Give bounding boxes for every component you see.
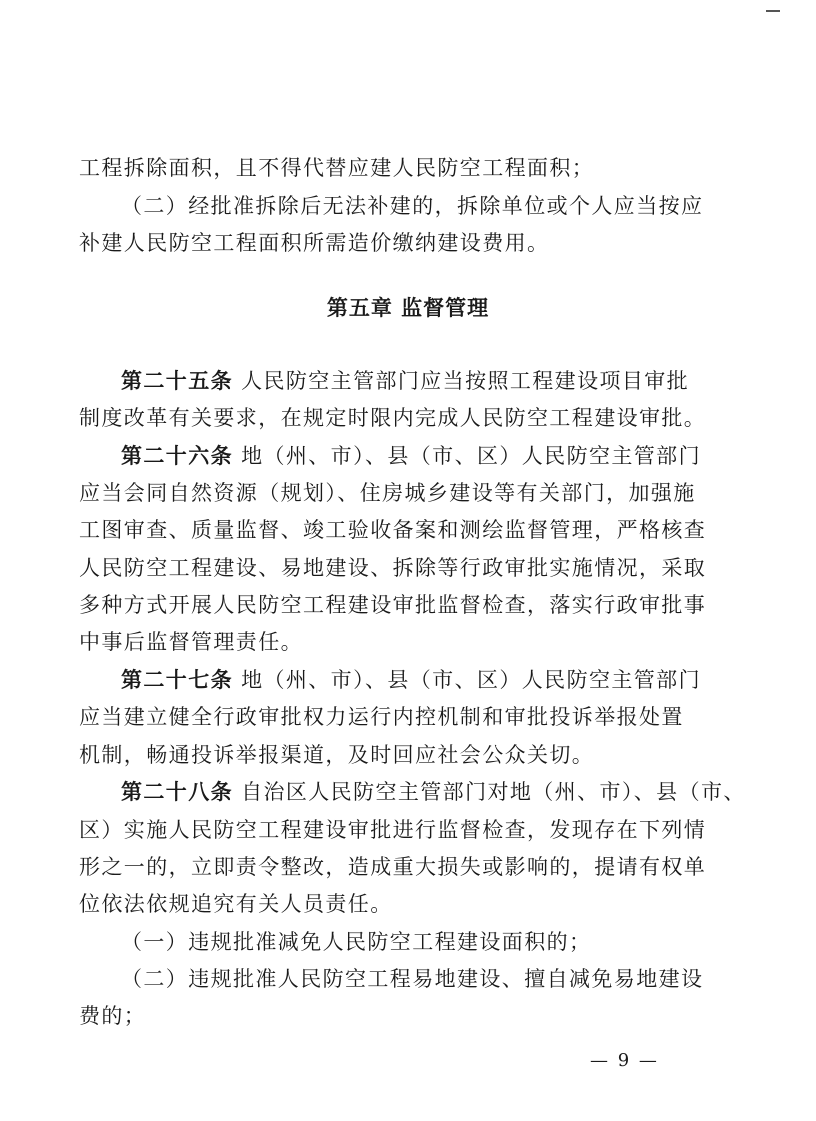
paragraph-line: 应当会同自然资源（规划）、住房城乡建设等有关部门，加强施	[79, 481, 696, 505]
article-first-line	[121, 366, 690, 396]
article-text: 自治区人民防空主管部门对地（州、市）、县（市、	[241, 780, 746, 804]
paragraph-line: 工图审查、质量监督、竣工验收备案和测绘监督管理，严格核查	[79, 518, 707, 542]
paragraph-line: 补建人民防空工程面积所需造价缴纳建设费用。	[79, 231, 550, 255]
article-text: 人民防空主管部门应当按照工程建设项目审批	[241, 369, 690, 393]
list-item: （二）违规批准人民防空工程易地建设、擅自减免易地建设	[121, 967, 704, 991]
paragraph-line: 形之一的，立即责令整改，造成重大损失或影响的，提请有权单	[79, 855, 707, 879]
article-text: 地（州、市）、县（市、区）人民防空主管部门	[241, 668, 701, 692]
article-label: 第二十五条	[121, 369, 233, 393]
article-first-line	[121, 441, 701, 471]
list-item: （一）违规批准减免人民防空工程建设面积的；	[121, 930, 592, 954]
paragraph-line: 人民防空工程建设、易地建设、拆除等行政审批实施情况，采取	[79, 556, 707, 580]
article-label: 第二十八条	[121, 780, 233, 804]
paragraph-line: 工程拆除面积，且不得代替应建人民防空工程面积；	[79, 156, 595, 180]
article-label: 第二十七条	[121, 668, 233, 692]
paragraph-line: 机制，畅通投诉举报渠道，及时回应社会公众关切。	[79, 743, 595, 767]
paragraph-line: 区）实施人民防空工程建设审批进行监督检查，发现存在下列情	[79, 818, 707, 842]
paragraph-line: 制度改革有关要求，在规定时限内完成人民防空工程建设审批。	[79, 406, 707, 430]
list-item-continuation: 费的；	[79, 1004, 147, 1028]
article-first-line	[121, 665, 701, 695]
paragraph-line: 应当建立健全行政审批权力运行内控机制和审批投诉举报处置	[79, 705, 684, 729]
article-first-line	[121, 777, 746, 807]
article-text: 地（州、市）、县（市、区）人民防空主管部门	[241, 444, 701, 468]
article-label: 第二十六条	[121, 444, 233, 468]
paragraph-line: 中事后监督管理责任。	[79, 630, 303, 654]
paragraph-line: 多种方式开展人民防空工程建设审批监督检查，落实行政审批事	[79, 593, 707, 617]
chapter-title: 第五章 监督管理	[326, 296, 490, 320]
paragraph-line: 位依法依规追究有关人员责任。	[79, 892, 393, 916]
scan-edge-mark	[766, 10, 780, 12]
page-number: — 9 —	[590, 1050, 659, 1071]
paragraph-line: （二）经批准拆除后无法补建的，拆除单位或个人应当按应	[121, 194, 704, 218]
